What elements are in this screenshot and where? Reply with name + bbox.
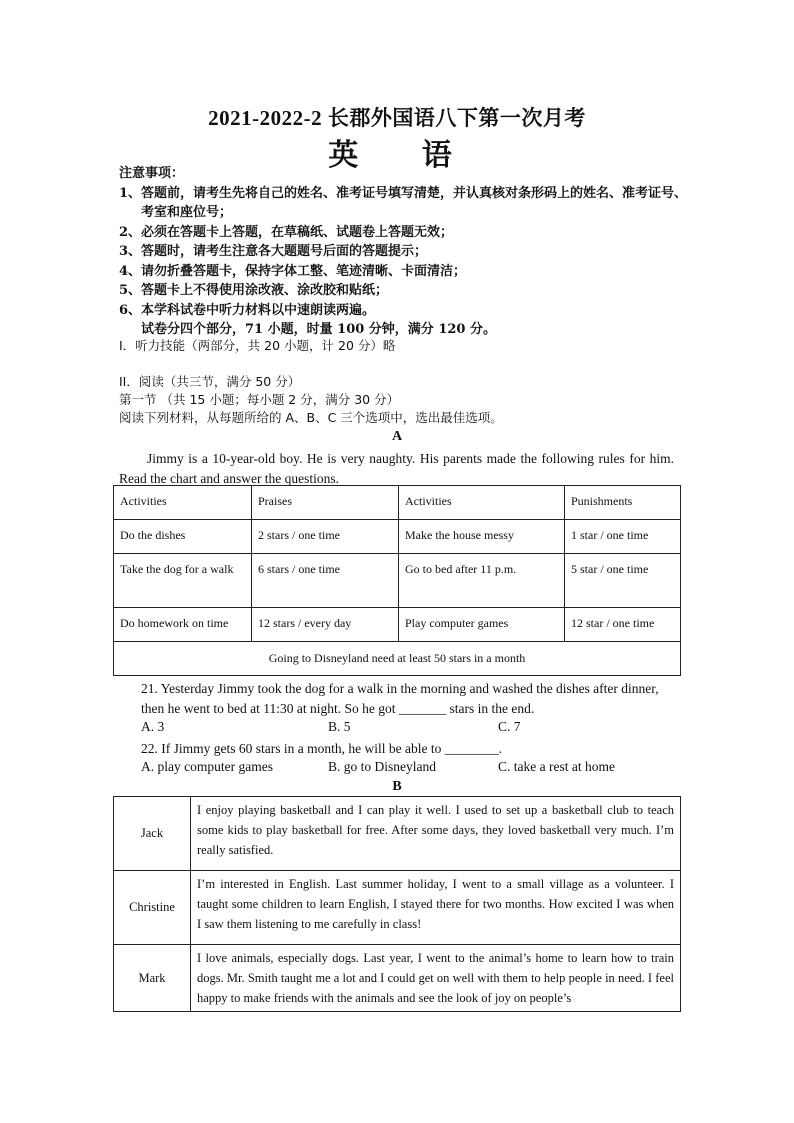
table-row [114, 520, 681, 554]
person-name: Mark [114, 945, 191, 1012]
table-cell: 6 stars / one time [252, 554, 399, 608]
passage-a-label: A [391, 429, 403, 444]
table-footer: Going to Disneyland need at least 50 stars in a month [114, 642, 681, 676]
table-cell: Do homework on time [114, 608, 252, 642]
notice-summary: 试卷分四个部分，71 小题，时量 100 分钟，满分 120 分。 [141, 322, 496, 337]
question-21-line2: then he went to bed at 11:30 at night. So he got _______ stars in the end. [141, 701, 535, 716]
q21-option-a: A. 3 [141, 719, 165, 734]
reading-title: II．阅读（共三节，满分 50 分） [119, 374, 301, 389]
notice-item-3: 3、答题时，请考生注意各大题题号后面的答题提示； [119, 244, 428, 259]
person-text [191, 945, 681, 1012]
subject-title: 英 语 [328, 139, 480, 172]
table-header-row [114, 486, 681, 520]
notice-item-6: 6、本学科试卷中听力材料以中速朗读两遍。 [119, 302, 376, 318]
reading-part1: 第一节 （共 15 小题；每小题 2 分，满分 30 分） [119, 392, 400, 407]
table-row [114, 608, 681, 642]
question-22: 22. If Jimmy gets 60 stars in a month, he will be able to ________. [141, 741, 503, 756]
table-cell: Make the house messy [399, 520, 565, 554]
person-text-clip: I love animals, especially dogs. Last year, I went to the animal’s home to learn how to train dogs. Mr. Smith taught me a lot and I could get on well with them to help people in need. I feel happy to make friends with the animals and see the look of joy on people’s [197, 951, 674, 1005]
table-header: Praises [252, 486, 399, 520]
table-row [114, 945, 681, 1012]
passage-b-table [113, 796, 681, 1012]
passage-a-intro: Jimmy is a 10-year-old boy. He is very naughty. His parents made the following rules for him. Read the chart and answer the questions. [119, 451, 674, 486]
q22-option-c: C. take a rest at home [498, 759, 615, 774]
table-cell: 12 star / one time [565, 608, 681, 642]
reading-instruction: 阅读下列材料，从每题所给的 A、B、C 三个选项中，选出最佳选项。 [119, 410, 503, 425]
question-21 [141, 679, 681, 719]
q22-option-b: B. go to Disneyland [328, 759, 436, 774]
q21-option-c: C. 7 [498, 719, 521, 734]
table-row [114, 554, 681, 608]
person-text: I enjoy playing basketball and I can play it well. I used to set up a basketball club to teach some kids to play basketball for free. After some days, they loved basketball very much. I’m really satisfied. [191, 797, 681, 871]
notice-item-2: 2、必须在答题卡上答题，在草稿纸、试题卷上答题无效； [119, 224, 454, 240]
passage-b-label: B [392, 779, 402, 794]
table-cell: Go to bed after 11 p.m. [399, 554, 565, 608]
notice-heading: 注意事项： [119, 166, 185, 181]
table-footer-row [114, 642, 681, 676]
table-cell: 1 star / one time [565, 520, 681, 554]
person-name: Christine [114, 871, 191, 945]
rules-table [113, 485, 681, 676]
table-cell: Take the dog for a walk [114, 554, 252, 608]
table-header: Activities [114, 486, 252, 520]
section-listening: I．听力技能（两部分，共 20 小题，计 20 分）略 [119, 338, 396, 353]
exam-title: 2021-2022-2 长郡外国语八下第一次月考 [208, 106, 586, 130]
q21-option-b: B. 5 [328, 719, 351, 734]
table-row [114, 871, 681, 945]
table-cell: 2 stars / one time [252, 520, 399, 554]
table-cell: Play computer games [399, 608, 565, 642]
notice-item-4: 4、请勿折叠答题卡，保持字体工整、笔迹清晰、卡面清洁； [119, 263, 467, 279]
q22-option-a: A. play computer games [141, 759, 273, 774]
person-name: Jack [114, 797, 191, 871]
table-cell: 12 stars / every day [252, 608, 399, 642]
table-header: Activities [399, 486, 565, 520]
table-cell: Do the dishes [114, 520, 252, 554]
question-21-line1: 21. Yesterday Jimmy took the dog for a walk in the morning and washed the dishes after dinner, [141, 681, 659, 696]
notice-item-1: 1、答题前，请考生先将自己的姓名、准考证号填写清楚，并认真核对条形码上的姓名、准考证号、考室和座位号； [119, 185, 688, 220]
table-header: Punishments [565, 486, 681, 520]
section-reading [119, 373, 503, 427]
table-row [114, 797, 681, 871]
table-cell: 5 star / one time [565, 554, 681, 608]
notice-section [119, 164, 689, 340]
notice-item-5: 5、答题卡上不得使用涂改液、涂改胶和贴纸； [119, 283, 389, 298]
person-text: I’m interested in English. Last summer holiday, I went to a small village as a volunteer. I taught some children to learn English, I stayed there for two months. How excited I was when I saw them listening to me carefully in class! [191, 871, 681, 945]
